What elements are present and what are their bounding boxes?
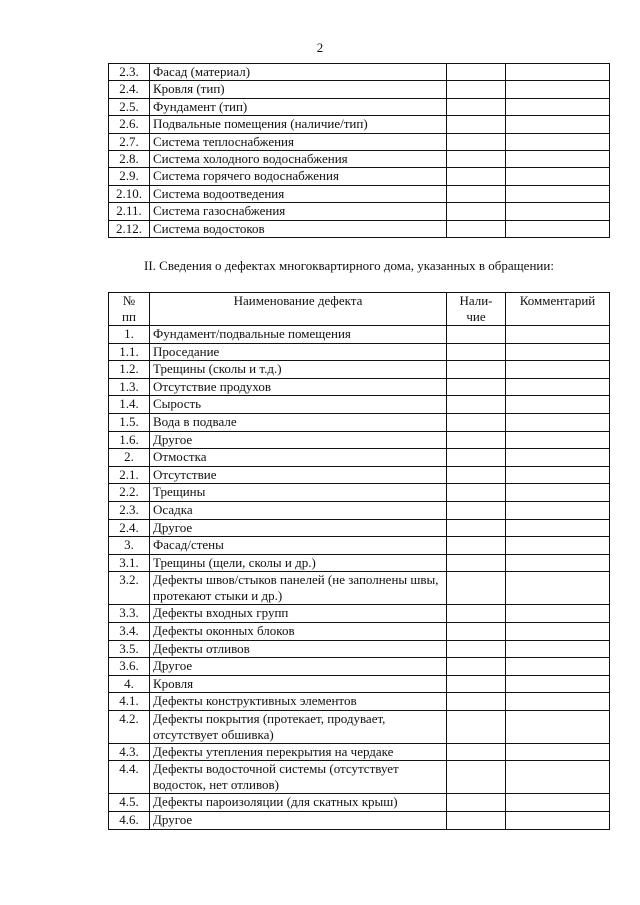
table-row	[109, 519, 610, 537]
comment-cell[interactable]	[506, 519, 610, 537]
row-number: 1.	[109, 326, 150, 344]
comment-cell[interactable]	[506, 466, 610, 484]
comment-cell[interactable]	[506, 743, 610, 761]
table-row	[109, 572, 610, 605]
header-num: № пп	[109, 293, 150, 326]
row-number: 1.4.	[109, 396, 150, 414]
table-row	[109, 413, 610, 431]
comment-cell[interactable]	[506, 640, 610, 658]
table-row	[109, 64, 610, 81]
row-name: Фундамент (тип)	[150, 98, 447, 115]
row-number: 2.6.	[109, 116, 150, 133]
row-name: Трещины (сколы и т.д.)	[150, 361, 447, 379]
row-name: Кровля (тип)	[150, 81, 447, 98]
comment-cell[interactable]	[506, 693, 610, 711]
row-name: Система водоотведения	[150, 185, 447, 202]
presence-cell[interactable]	[447, 343, 506, 361]
comment-cell[interactable]	[506, 537, 610, 555]
row-number: 2.8.	[109, 151, 150, 168]
row-name: Система водостоков	[150, 220, 447, 237]
row-name: Дефекты пароизоляции (для скатных крыш)	[150, 794, 447, 812]
row-name: Другое	[150, 519, 447, 537]
row-name: Другое	[150, 658, 447, 676]
row-number: 2.11.	[109, 203, 150, 220]
presence-cell[interactable]	[447, 519, 506, 537]
table-row	[109, 710, 610, 743]
comment-cell[interactable]	[506, 572, 610, 605]
presence-cell[interactable]	[447, 361, 506, 379]
row-number: 1.6.	[109, 431, 150, 449]
building-systems-table	[108, 63, 610, 238]
presence-cell[interactable]	[447, 168, 506, 185]
presence-cell[interactable]	[447, 710, 506, 743]
presence-cell[interactable]	[447, 658, 506, 676]
presence-cell[interactable]	[447, 466, 506, 484]
row-number: 4.1.	[109, 693, 150, 711]
row-number: 2.5.	[109, 98, 150, 115]
comment-cell[interactable]	[506, 203, 610, 220]
presence-cell[interactable]	[447, 605, 506, 623]
row-number: 1.1.	[109, 343, 150, 361]
presence-cell[interactable]	[447, 640, 506, 658]
row-number: 2.2.	[109, 484, 150, 502]
comment-cell[interactable]	[506, 220, 610, 237]
row-name: Дефекты конструктивных элементов	[150, 693, 447, 711]
section-heading: II. Сведения о дефектах многоквартирного дома, указанных в обращении:	[144, 258, 554, 273]
comment-cell[interactable]	[506, 761, 610, 794]
comment-cell[interactable]	[506, 151, 610, 168]
table-row	[109, 605, 610, 623]
table-row	[109, 81, 610, 98]
comment-cell[interactable]	[506, 710, 610, 743]
comment-cell[interactable]	[506, 343, 610, 361]
table-row	[109, 640, 610, 658]
row-name: Дефекты утепления перекрытия на чердаке	[150, 743, 447, 761]
row-name: Система газоснабжения	[150, 203, 447, 220]
comment-cell[interactable]	[506, 378, 610, 396]
header-name: Наименование дефекта	[150, 293, 447, 326]
table-row	[109, 466, 610, 484]
table-row	[109, 185, 610, 202]
row-name: Трещины (щели, сколы и др.)	[150, 554, 447, 572]
row-name: Система горячего водоснабжения	[150, 168, 447, 185]
row-name: Дефекты входных групп	[150, 605, 447, 623]
row-name: Фасад (материал)	[150, 64, 447, 81]
presence-cell[interactable]	[447, 675, 506, 693]
table-row	[109, 622, 610, 640]
presence-cell[interactable]	[447, 203, 506, 220]
row-number: 1.2.	[109, 361, 150, 379]
row-number: 3.3.	[109, 605, 150, 623]
row-number: 2.7.	[109, 133, 150, 150]
row-name: Другое	[150, 812, 447, 830]
table-row	[109, 484, 610, 502]
row-number: 2.	[109, 449, 150, 467]
presence-cell[interactable]	[447, 98, 506, 115]
row-name: Вода в подвале	[150, 413, 447, 431]
row-name: Другое	[150, 431, 447, 449]
row-number: 2.12.	[109, 220, 150, 237]
table-row	[109, 361, 610, 379]
presence-cell[interactable]	[447, 220, 506, 237]
presence-cell[interactable]	[447, 81, 506, 98]
comment-cell[interactable]	[506, 812, 610, 830]
comment-cell[interactable]	[506, 449, 610, 467]
presence-cell[interactable]	[447, 693, 506, 711]
presence-cell[interactable]	[447, 396, 506, 414]
row-number: 2.10.	[109, 185, 150, 202]
table-row	[109, 116, 610, 133]
row-number: 3.2.	[109, 572, 150, 605]
row-name: Фундамент/подвальные помещения	[150, 326, 447, 344]
comment-cell[interactable]	[506, 605, 610, 623]
row-name: Отмостка	[150, 449, 447, 467]
table-row	[109, 449, 610, 467]
table-row	[109, 743, 610, 761]
row-number: 3.	[109, 537, 150, 555]
presence-cell[interactable]	[447, 413, 506, 431]
comment-cell[interactable]	[506, 64, 610, 81]
defects-table	[108, 292, 610, 830]
table-row	[109, 343, 610, 361]
row-name: Осадка	[150, 501, 447, 519]
table-row	[109, 658, 610, 676]
row-number: 1.3.	[109, 378, 150, 396]
comment-cell[interactable]	[506, 98, 610, 115]
row-number: 2.4.	[109, 519, 150, 537]
row-number: 3.1.	[109, 554, 150, 572]
comment-cell[interactable]	[506, 501, 610, 519]
comment-cell[interactable]	[506, 133, 610, 150]
presence-cell[interactable]	[447, 794, 506, 812]
table-row	[109, 501, 610, 519]
row-number: 3.5.	[109, 640, 150, 658]
row-number: 3.4.	[109, 622, 150, 640]
row-number: 2.3.	[109, 64, 150, 81]
comment-cell[interactable]	[506, 431, 610, 449]
row-number: 1.5.	[109, 413, 150, 431]
table-row	[109, 203, 610, 220]
table-row	[109, 378, 610, 396]
row-name: Подвальные помещения (наличие/тип)	[150, 116, 447, 133]
table-row	[109, 168, 610, 185]
presence-cell[interactable]	[447, 185, 506, 202]
comment-cell[interactable]	[506, 675, 610, 693]
table-row	[109, 812, 610, 830]
presence-cell[interactable]	[447, 64, 506, 81]
row-name: Трещины	[150, 484, 447, 502]
comment-cell[interactable]	[506, 396, 610, 414]
table-row	[109, 675, 610, 693]
comment-cell[interactable]	[506, 116, 610, 133]
row-name: Дефекты водосточной системы (отсутствует водосток, нет отливов)	[150, 761, 447, 794]
presence-cell[interactable]	[447, 501, 506, 519]
page-number: 2	[316, 40, 324, 55]
comment-cell[interactable]	[506, 484, 610, 502]
comment-cell[interactable]	[506, 622, 610, 640]
row-number: 4.3.	[109, 743, 150, 761]
row-name: Дефекты оконных блоков	[150, 622, 447, 640]
row-name: Система теплоснабжения	[150, 133, 447, 150]
comment-cell[interactable]	[506, 185, 610, 202]
row-name: Отсутствие	[150, 466, 447, 484]
table-row	[109, 693, 610, 711]
presence-cell[interactable]	[447, 554, 506, 572]
presence-cell[interactable]	[447, 326, 506, 344]
table-row	[109, 326, 610, 344]
row-name: Отсутствие продухов	[150, 378, 447, 396]
row-name: Кровля	[150, 675, 447, 693]
row-number: 4.	[109, 675, 150, 693]
row-name: Дефекты покрытия (протекает, продувает, отсутствует обшивка)	[150, 710, 447, 743]
header-comment: Комментарий	[506, 293, 610, 326]
row-number: 2.1.	[109, 466, 150, 484]
table-row	[109, 151, 610, 168]
presence-cell[interactable]	[447, 116, 506, 133]
comment-cell[interactable]	[506, 168, 610, 185]
presence-cell[interactable]	[447, 151, 506, 168]
row-name: Система холодного водоснабжения	[150, 151, 447, 168]
presence-cell[interactable]	[447, 743, 506, 761]
comment-cell[interactable]	[506, 413, 610, 431]
row-number: 2.3.	[109, 501, 150, 519]
row-name: Проседание	[150, 343, 447, 361]
presence-cell[interactable]	[447, 449, 506, 467]
row-number: 2.4.	[109, 81, 150, 98]
row-number: 4.2.	[109, 710, 150, 743]
presence-cell[interactable]	[447, 378, 506, 396]
table-row	[109, 220, 610, 237]
presence-cell[interactable]	[447, 812, 506, 830]
comment-cell[interactable]	[506, 361, 610, 379]
comment-cell[interactable]	[506, 81, 610, 98]
row-name: Дефекты отливов	[150, 640, 447, 658]
row-number: 4.5.	[109, 794, 150, 812]
presence-cell[interactable]	[447, 133, 506, 150]
table-row	[109, 98, 610, 115]
table-row	[109, 396, 610, 414]
presence-cell[interactable]	[447, 431, 506, 449]
table-row	[109, 537, 610, 555]
comment-cell[interactable]	[506, 658, 610, 676]
row-number: 4.4.	[109, 761, 150, 794]
presence-cell[interactable]	[447, 484, 506, 502]
table-row	[109, 794, 610, 812]
table-row	[109, 133, 610, 150]
table-row	[109, 554, 610, 572]
row-number: 3.6.	[109, 658, 150, 676]
comment-cell[interactable]	[506, 794, 610, 812]
comment-cell[interactable]	[506, 554, 610, 572]
presence-cell[interactable]	[447, 572, 506, 605]
presence-cell[interactable]	[447, 537, 506, 555]
row-name: Фасад/стены	[150, 537, 447, 555]
header-presence: Нали- чие	[447, 293, 506, 326]
row-name: Дефекты швов/стыков панелей (не заполнены швы, протекают стыки и др.)	[150, 572, 447, 605]
presence-cell[interactable]	[447, 622, 506, 640]
row-name: Сырость	[150, 396, 447, 414]
row-number: 2.9.	[109, 168, 150, 185]
row-number: 4.6.	[109, 812, 150, 830]
comment-cell[interactable]	[506, 326, 610, 344]
table-row	[109, 761, 610, 794]
table-row	[109, 431, 610, 449]
presence-cell[interactable]	[447, 761, 506, 794]
